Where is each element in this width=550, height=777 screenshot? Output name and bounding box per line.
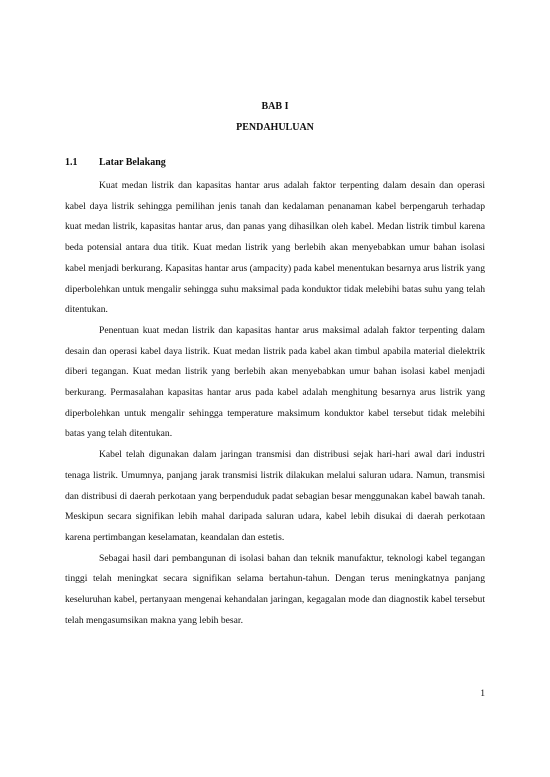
- body-text: [65, 176, 485, 631]
- paragraph-1: Kuat medan listrik dan kapasitas hantar arus adalah faktor terpenting dalam desain dan operasi kabel daya listrik sehingga pemilihan jenis tanah dan kedalaman penanaman kabel berpengaruh terhadap kuat medan listrik, kapasitas hantar arus, dan panas yang dihasilkan oleh kabel. Medan listrik timbul karena beda potensial antara dua titik. Kuat medan listrik yang berlebih akan menyebabkan umur bahan isolasi kabel menjadi berkurang. Kapasitas hantar arus (ampacity) pada kabel menentukan besarnya arus listrik yang diperbolehkan untuk mengalir sehingga suhu maksimal pada konduktor tidak melebihi batas suhu yang telah ditentukan.: [65, 180, 485, 316]
- chapter-number: BAB I: [261, 101, 289, 112]
- chapter-title: PENDAHULUAN: [236, 122, 314, 133]
- section-heading: [65, 156, 166, 170]
- paragraph-2: Penentuan kuat medan listrik dan kapasitas hantar arus maksimal adalah faktor terpenting dalam desain dan operasi kabel daya listrik. Kuat medan listrik pada kabel akan timbul apabila material dielektrik diberi tegangan. Kuat medan listrik yang berlebih akan menyebabkan umur bahan isolasi kabel menjadi berkurang. Permasalahan kapasitas hantar arus pada kabel adalah menghitung besarnya arus listrik yang diperbolehkan untuk mengalir sehingga temperature maksimum konduktor kabel tersebut tidak melebihi batas yang telah ditentukan.: [65, 324, 485, 440]
- paragraph-4: Sebagai hasil dari pembangunan di isolasi bahan dan teknik manufaktur, teknologi kabel tegangan tinggi telah meningkat secara signifikan selama bertahun-tahun. Dengan terus meningkatnya panjang keseluruhan kabel, pertanyaan mengenai kehandalan jaringan, kegagalan mode dan diagnostik kabel tersebut telah mengasumsikan makna yang lebih besar.: [65, 552, 485, 626]
- paragraph-3: Kabel telah digunakan dalam jaringan transmisi dan distribusi sejak hari-hari awal dari industri tenaga listrik. Umumnya, panjang jarak transmisi listrik dilakukan melalui saluran udara. Namun, transmisi dan distribusi di daerah perkotaan yang berpenduduk padat sebagian besar menggunakan kabel bawah tanah. Meskipun secara signifikan lebih mahal daripada saluran udara, kabel lebih disukai di daerah perkotaan karena pertimbangan keselamatan, keandalan dan estetis.: [65, 449, 485, 543]
- page-number: 1: [480, 688, 485, 699]
- section-title: Latar Belakang: [99, 157, 166, 168]
- section-number: 1.1: [65, 157, 78, 168]
